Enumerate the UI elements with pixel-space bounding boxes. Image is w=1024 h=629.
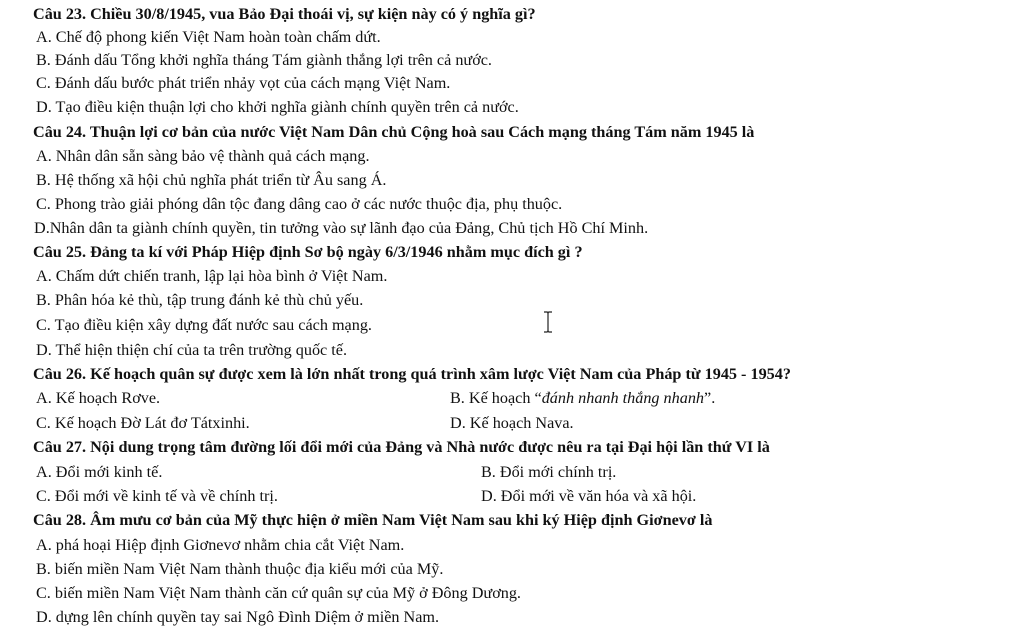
question-24-option-a: A. Nhân dân sẵn sàng bảo vệ thành quả cách mạng. xyxy=(36,147,370,165)
question-24-option-c: C. Phong trào giải phóng dân tộc đang dâng cao ở các nước thuộc địa, phụ thuộc. xyxy=(36,195,563,213)
question-27-option-b: B. Đổi mới chính trị. xyxy=(481,463,617,481)
question-26-option-b-italic: đánh nhanh thắng nhanh xyxy=(541,389,705,407)
question-26-option-c: C. Kế hoạch Đờ Lát đơ Tátxinhi. xyxy=(36,414,250,432)
question-26-title: Câu 26. Kế hoạch quân sự được xem là lớn nhất trong quá trình xâm lược Việt Nam của Pháp từ 1945 - 1954? xyxy=(33,365,791,383)
question-27-title: Câu 27. Nội dung trọng tâm đường lối đổi mới của Đảng và Nhà nước được nêu ra tại Đại hội lần thứ VI là xyxy=(33,438,770,456)
question-24-option-d: D.Nhân dân ta giành chính quyền, tin tưởng vào sự lãnh đạo của Đảng, Chủ tịch Hồ Chí Minh. xyxy=(34,219,649,237)
question-27-option-a: A. Đổi mới kinh tế. xyxy=(36,463,163,481)
question-25-option-d: D. Thể hiện thiện chí của ta trên trường quốc tế. xyxy=(36,341,348,359)
question-23-title: Câu 23. Chiều 30/8/1945, vua Bảo Đại thoái vị, sự kiện này có ý nghĩa gì? xyxy=(33,5,536,23)
question-23-option-b: B. Đánh dấu Tổng khởi nghĩa tháng Tám giành thắng lợi trên cả nước. xyxy=(36,51,492,69)
question-23-option-a: A. Chế độ phong kiến Việt Nam hoàn toàn chấm dứt. xyxy=(36,28,381,46)
question-28-option-a: A. phá hoại Hiệp định Giơnevơ nhằm chia cắt Việt Nam. xyxy=(36,536,405,554)
question-28-option-d: D. dựng lên chính quyền tay sai Ngô Đình Diệm ở miền Nam. xyxy=(36,608,440,626)
question-26-option-b xyxy=(450,388,715,408)
question-27-option-d: D. Đổi mới về văn hóa và xã hội. xyxy=(481,487,697,505)
question-28-title: Câu 28. Âm mưu cơ bản của Mỹ thực hiện ở miền Nam Việt Nam sau khi ký Hiệp định Giơnevơ là xyxy=(33,511,713,529)
question-27-option-c: C. Đổi mới về kinh tế và về chính trị. xyxy=(36,487,278,505)
question-26-option-b-prefix: B. Kế hoạch “ xyxy=(450,389,542,407)
text-cursor-icon xyxy=(543,311,553,333)
question-25-option-a: A. Chấm dứt chiến tranh, lập lại hòa bình ở Việt Nam. xyxy=(36,267,388,285)
question-25-title: Câu 25. Đảng ta kí với Pháp Hiệp định Sơ bộ ngày 6/3/1946 nhằm mục đích gì ? xyxy=(33,243,583,261)
question-25-option-c: C. Tạo điều kiện xây dựng đất nước sau cách mạng. xyxy=(36,316,372,334)
question-23-option-d: D. Tạo điều kiện thuận lợi cho khởi nghĩa giành chính quyền trên cả nước. xyxy=(36,98,519,116)
question-25-option-b: B. Phân hóa kẻ thù, tập trung đánh kẻ thù chủ yếu. xyxy=(36,291,364,309)
question-28-option-c: C. biến miền Nam Việt Nam thành căn cứ quân sự của Mỹ ở Đông Dương. xyxy=(36,584,521,602)
question-23-option-c: C. Đánh dấu bước phát triển nhảy vọt của cách mạng Việt Nam. xyxy=(36,74,451,92)
question-24-title: Câu 24. Thuận lợi cơ bản của nước Việt Nam Dân chủ Cộng hoà sau Cách mạng tháng Tám năm 1945 là xyxy=(33,123,755,141)
question-24-option-b: B. Hệ thống xã hội chủ nghĩa phát triển từ Âu sang Á. xyxy=(36,171,387,189)
question-26-option-b-suffix: ”. xyxy=(704,389,716,407)
question-26-option-d: D. Kế hoạch Nava. xyxy=(450,414,574,432)
question-28-option-b: B. biến miền Nam Việt Nam thành thuộc địa kiểu mới của Mỹ. xyxy=(36,560,444,578)
question-26-option-a: A. Kế hoạch Rơve. xyxy=(36,389,161,407)
